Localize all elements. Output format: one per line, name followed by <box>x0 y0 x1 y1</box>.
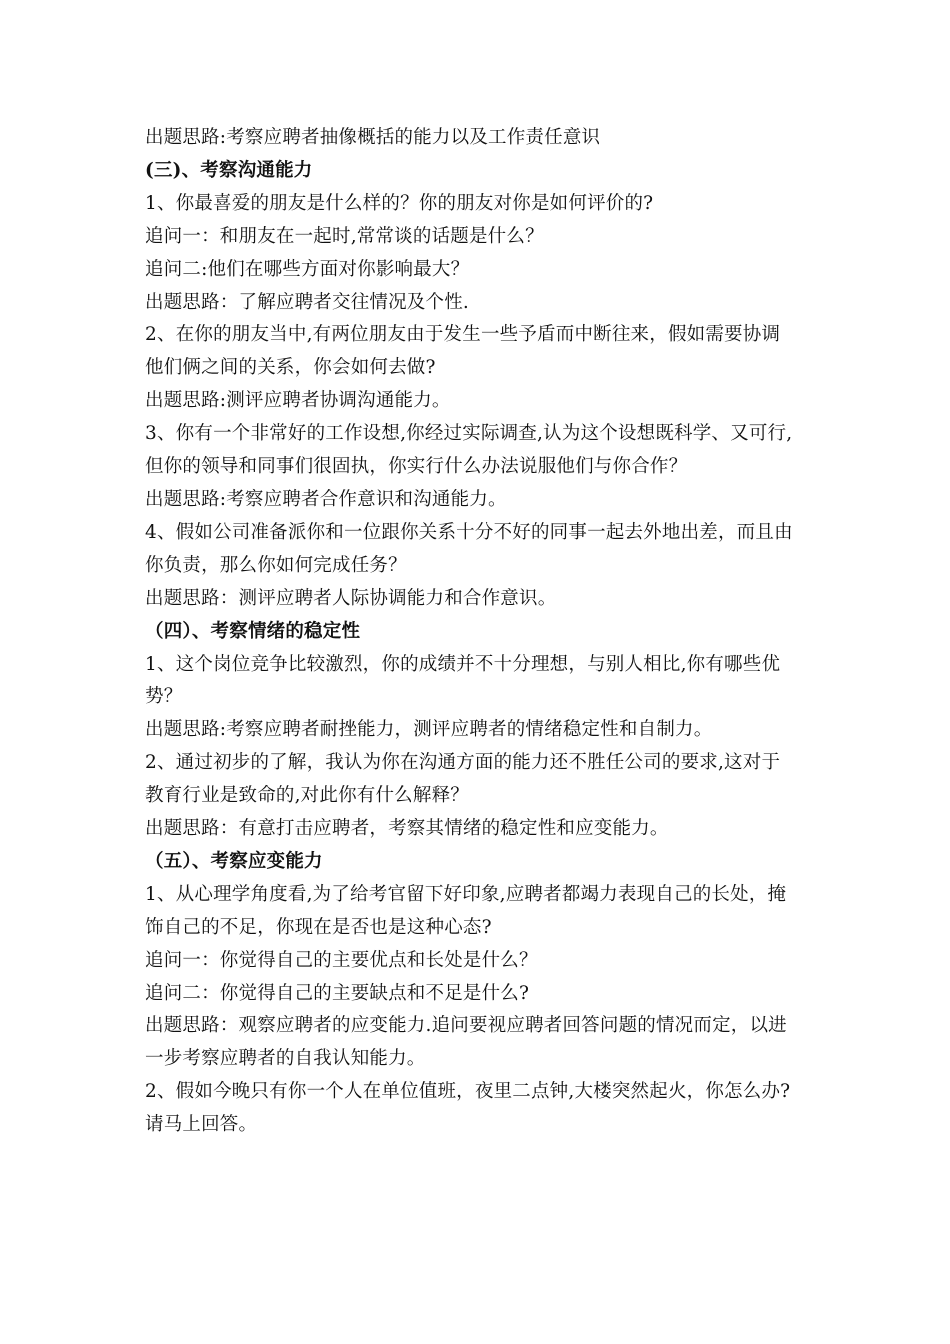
text-line: 出题思路：观察应聘者的应变能力.追问要视应聘者回答问题的情况而定，以进 <box>145 1015 787 1037</box>
text-line: 出题思路：了解应聘者交往情况及个性. <box>145 291 469 313</box>
text-line: 出题思路:考察应聘者合作意识和沟通能力。 <box>145 488 507 510</box>
text-line: 1、从心理学角度看,为了给考官留下好印象,应聘者都竭力表现自己的长处，掩 <box>145 883 787 905</box>
text-line: 势？ <box>145 686 183 708</box>
text-line: 追问二：你觉得自己的主要缺点和不足是什么? <box>145 982 530 1004</box>
section-heading: （四）、考察情绪的稳定性 <box>145 620 361 642</box>
text-line: 4、假如公司准备派你和一位跟你关系十分不好的同事一起去外地出差，而且由 <box>145 521 793 543</box>
text-line: 他们俩之间的关系，你会如何去做? <box>145 357 436 379</box>
text-line: 你负责，那么你如何完成任务？ <box>145 554 407 576</box>
document-page <box>145 122 825 1142</box>
text-line: 出题思路:考察应聘者耐挫能力，测评应聘者的情绪稳定性和自制力。 <box>145 719 713 741</box>
text-line: 追问二:他们在哪些方面对你影响最大？ <box>145 258 470 280</box>
text-line: 一步考察应聘者的自我认知能力。 <box>145 1048 426 1070</box>
text-line: 出题思路:考察应聘者抽像概括的能力以及工作责任意识 <box>145 127 601 148</box>
text-line: 1、你最喜爱的朋友是什么样的？你的朋友对你是如何评价的? <box>145 192 654 214</box>
text-line: 追问一：你觉得自己的主要优点和长处是什么？ <box>145 949 538 971</box>
text-line: 但你的领导和同事们很固执，你实行什么办法说服他们与你合作？ <box>145 456 688 478</box>
section-heading: （五）、考察应变能力 <box>145 850 323 872</box>
text-line: 请马上回答。 <box>145 1114 258 1136</box>
text-line: 饰自己的不足，你现在是否也是这种心态? <box>145 916 492 938</box>
section-heading: (三)、考察沟通能力 <box>145 159 313 181</box>
text-line: 出题思路：有意打击应聘者，考察其情绪的稳定性和应变能力。 <box>145 818 669 840</box>
text-line: 出题思路：测评应聘者人际协调能力和合作意识。 <box>145 587 557 609</box>
text-line: 追问一：和朋友在一起时,常常谈的话题是什么？ <box>145 225 544 247</box>
text-line: 1、这个岗位竞争比较激烈，你的成绩并不十分理想，与别人相比,你有哪些优 <box>145 653 781 675</box>
text-line: 2、假如今晚只有你一个人在单位值班，夜里二点钟,大楼突然起火，你怎么办? <box>145 1081 791 1103</box>
text-line: 3、你有一个非常好的工作设想,你经过实际调查,认为这个设想既科学、又可行, <box>145 423 793 445</box>
text-line: 2、通过初步的了解，我认为你在沟通方面的能力还不胜任公司的要求,这对于 <box>145 752 781 774</box>
text-line: 教育行业是致命的,对此你有什么解释？ <box>145 785 469 807</box>
text-line: 出题思路:测评应聘者协调沟通能力。 <box>145 390 451 412</box>
text-line: 2、在你的朋友当中,有两位朋友由于发生一些予盾而中断往来，假如需要协调 <box>145 324 781 346</box>
